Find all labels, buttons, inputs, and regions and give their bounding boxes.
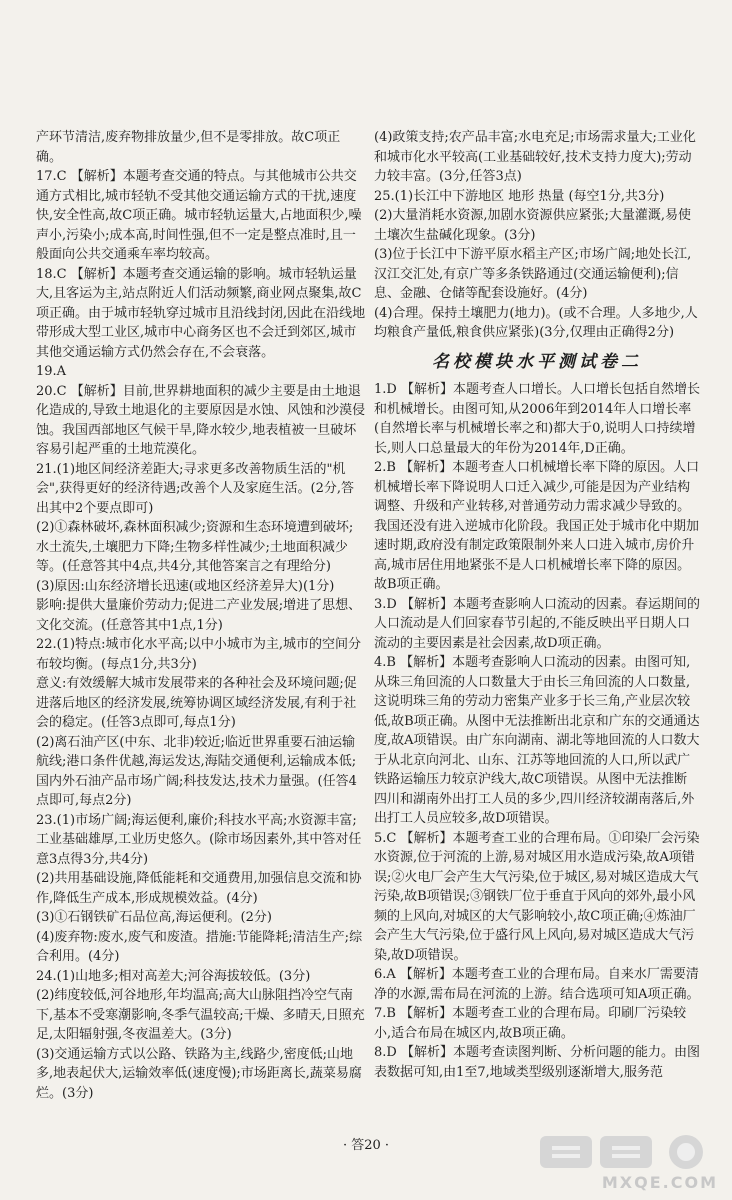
answer-paragraph: 3.D 【解析】本题考查影响人口流动的因素。春运期间的人口流动是人们回家春节引起的,不能反映出平日期人口流动的主要因素是社会因素,故D项正确。 bbox=[374, 596, 700, 651]
answer-paragraph: 8.D 【解析】本题考查读图判断、分析问题的能力。由图表数据可知,由1至7,地域类型级别逐渐增大,服务范 bbox=[374, 1045, 700, 1080]
answer-paragraph: 2.B 【解析】本题考查人口机械增长率下降的原因。人口机械增长率下降说明人口迁入减少,可能是因为产业结构调整、升级和产业转移,对普通劳动力需求减少导致的。我国还没有进入逆城市化阶段。我国正处于城市化中期加速时期,政府没有制定政策限制外来人口进入城市,房价升高,城市居住用地紧张不是人口机械增长率下降的原因。故B项正确。 bbox=[374, 460, 700, 592]
answer-paragraph: 18.C 【解析】本题考查交通运输的影响。城市轻轨运量大,且客运为主,站点附近人们活动频繁,商业网点聚集,故C项正确。由于城市轻轨穿过城市且沿线封闭,因此在沿线地带形成大型工业区,城市中心商务区也不会迁到郊区,城市其他交通运输方式仍然会存在,不会衰落。 bbox=[36, 266, 366, 360]
watermark-url: MXQE.COM bbox=[601, 1173, 718, 1192]
answer-paragraph: 24.(1)山地多;相对高差大;河谷海拔较低。(3分) bbox=[36, 968, 311, 984]
answer-paragraph: (3)交通运输方式以公路、铁路为主,线路少,密度低;山地多,地表起伏大,运输效率低(速度慢);市场距离长,蔬菜易腐烂。(3分) bbox=[36, 1046, 362, 1101]
answer-paragraph: 影响:提供大量廉价劳动力;促进二产业发展;增进了思想、文化交流。(任意答其中1点,1分) bbox=[36, 598, 362, 633]
answer-paragraph: (3)①石钢铁矿石品位高,海运便利。(2分) bbox=[36, 910, 272, 925]
answer-paragraph: (2)纬度较低,河谷地形,年均温高;高大山脉阻挡冷空气南下,基本不受寒潮影响,冬季气温较高;干燥、多晴天,日照充足,太阳辐射强,冬夜温差大。(3分) bbox=[36, 988, 365, 1042]
answer-paragraph: (4)废弃物:废水,废气和废渣。措施:节能降耗;清洁生产;综合利用。(4分) bbox=[36, 929, 363, 964]
answer-paragraph: 22.(1)特点:城市化水平高;以中小城市为主,城市的空间分布较均衡。(每点1分,共3分) bbox=[36, 637, 361, 672]
right-column bbox=[374, 128, 700, 1082]
page-number: · 答20 · bbox=[342, 1138, 390, 1153]
answer-paragraph: 6.A 【解析】本题考查工业的合理布局。自来水厂需要清净的水源,需布局在河流的上游。结合选项可知A项正确。 bbox=[374, 967, 700, 1002]
answer-paragraph: 21.(1)地区间经济差距大;寻求更多改善物质生活的"机会",获得更好的经济待遇;改善个人及家庭生活。(2分,答出其中2个要点即可) bbox=[36, 461, 354, 516]
answer-paragraph: 产环节清洁,废弃物排放量少,但不是零排放。故C项正确。 bbox=[36, 130, 341, 165]
answer-paragraph: 1.D 【解析】本题考查人口增长。人口增长包括自然增长和机械增长。由图可知,从2006年到2014年人口增长率(自然增长率与机械增长率之和)都大于0,说明人口持续增长,则人口总量最大的年份为2014年,D正确。 bbox=[374, 382, 700, 456]
answer-paragraph: (3)位于长江中下游平原水稻主产区;市场广阔;地处长江,汉江交汇处,有京广等多条铁路通过(交通运输便利);信息、金融、仓储等配套设施好。(4分) bbox=[374, 247, 692, 301]
watermark-logo-icon bbox=[538, 1132, 718, 1172]
answer-paragraph: (2)大量消耗水资源,加剧水资源供应紧张;大量灌溉,易使土壤次生盐碱化现象。(3分) bbox=[374, 208, 692, 243]
answer-paragraph: (4)政策支持;农产品丰富;水电充足;市场需求量大;工业化和城市化水平较高(工业基础较好,技术支持力度大);劳动力较丰富。(3分,任答3点) bbox=[374, 130, 696, 184]
answer-paragraph: (3)原因:山东经济增长迅速(或地区经济差异大)(1分) bbox=[36, 578, 335, 594]
left-paragraph-list bbox=[36, 128, 366, 1103]
answer-paragraph: 20.C 【解析】目前,世界耕地面积的减少主要是由土地退化造成的,导致土地退化的主要原因是水蚀、风蚀和沙漠侵蚀。我国西部地区气候干旱,降水较少,地表植被一旦破坏容易引起严重的土地荒漠化。 bbox=[36, 383, 366, 457]
answer-paragraph: 7.B 【解析】本题考查工业的合理布局。印刷厂污染较小,适合布局在城区内,故B项正确。 bbox=[374, 1006, 687, 1041]
answer-paragraph: (4)合理。保持土壤肥力(地力)。(或不合理。人多地少,人均粮食产量低,粮食供应紧张)(3分,仅理由正确得2分) bbox=[374, 305, 698, 340]
watermark bbox=[538, 1132, 718, 1192]
answer-paragraph: 意义:有效缓解大城市发展带来的各种社会及环境问题;促进落后地区的经济发展,统筹协调区域经济发展,有利于社会的稳定。(任答3点即可,每点1分) bbox=[36, 676, 357, 730]
answer-paragraph: 17.C 【解析】本题考查交通的特点。与其他城市公共交通方式相比,城市轻轨不受其他交通运输方式的干扰,速度快,安全性高,故C项正确。城市轻轨运量大,占地面积少,噪声小,污染小;成本高,时间性强,但不一定是整点准时,且一般面向公共交通乘车率均较高。 bbox=[36, 169, 362, 262]
answer-paragraph: (2)离石油产区(中东、北非)较近;临近世界重要石油运输航线;港口条件优越,海运发达,海陆交通便利,运输成本低;国内外石油产品市场广阔;科技发达,技术力量强。(任答4点即可,每点2分) bbox=[36, 734, 357, 808]
right-top-paragraph-list bbox=[374, 128, 700, 343]
answer-paragraph: 5.C 【解析】本题考查工业的合理布局。①印染厂会污染水资源,位于河流的上游,易对城区用水造成污染,故A项错误;②火电厂会产生大气污染,位于城区,易对城区造成大气污染,故B项错误;③钢铁厂位于垂直于风向的郊外,最小风频的上风向,对城区的大气影响较小,故C项正确;④炼油厂会产生大气污染,位于盛行风上风向,易对城区造成大气污染,故D项错误。 bbox=[374, 830, 700, 963]
right-bottom-paragraph-list bbox=[374, 380, 700, 1082]
answer-paragraph: (2)①森林破坏,森林面积减少;资源和生态环境遭到破坏;水土流失,土壤肥力下降;生物多样性减少;土地面积减少等。(任意答其中4点,共4分,其他答案言之有理给分) bbox=[36, 520, 354, 574]
answer-paragraph: 19.A bbox=[36, 364, 67, 379]
watermark-logo bbox=[538, 1132, 718, 1172]
section-title: 名校模块水平测试卷二 bbox=[432, 351, 642, 372]
left-column bbox=[36, 128, 366, 1103]
answer-paragraph: 23.(1)市场广阔;海运便利,廉价;科技水平高;水资源丰富;工业基础雄厚,工业历史悠久。(除市场因素外,其中答对任意3点得3分,共4分) bbox=[36, 812, 362, 867]
answer-paragraph: 4.B 【解析】本题考查影响人口流动的因素。由图可知,从珠三角回流的人口数量大于由长三角回流的人口数量,这说明珠三角的劳动力密集产业多于长三角,产业层次较低,故B项正确。从图中无法推断出北京和广东的交通通达度,故A项错误。由广东向湖南、湖北等地回流的人口数大于从北京向河北、山东、江苏等地回流的人口,所以武广铁路运输压力较京沪线大,故C项错误。从图中无法推断四川和湖南外出打工人员的多少,四川经济较湖南落后,外出打工人员应较多,故D项错误。 bbox=[374, 655, 700, 826]
answer-paragraph: 25.(1)长江中下游地区 地形 热量 (每空1分,共3分) bbox=[374, 188, 665, 204]
answer-paragraph: (2)共用基础设施,降低能耗和交通费用,加强信息交流和协作,降低生产成本,形成规模效益。(4分) bbox=[36, 871, 362, 906]
